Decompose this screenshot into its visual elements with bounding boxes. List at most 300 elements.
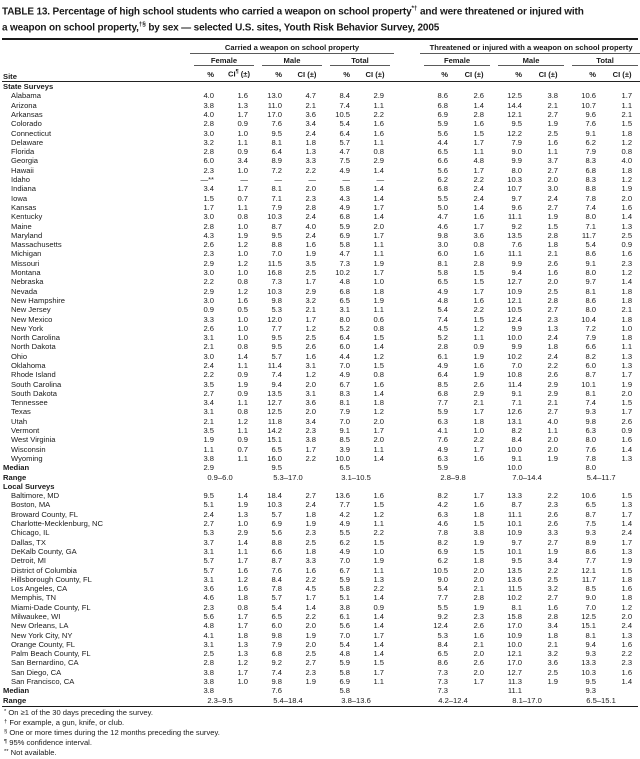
ci-value: 1.4 xyxy=(621,677,633,687)
footnote-marker: § xyxy=(4,728,8,735)
empty-cell xyxy=(220,686,258,695)
ci-value: 2.2 xyxy=(473,305,485,315)
percent-value: 14.4 xyxy=(507,100,523,110)
percent-value: 8.5 xyxy=(437,379,449,389)
ci-value: 2.0 xyxy=(473,649,485,659)
percent-value: 10.3 xyxy=(267,286,282,296)
ci-value: 3.5 xyxy=(305,258,316,268)
ci-value: 2.1 xyxy=(547,639,559,649)
footnote-text: On ≥1 of the 30 days preceding the survey. xyxy=(6,707,153,717)
ci-value: 1.8 xyxy=(621,333,633,343)
ci-value: 1.7 xyxy=(237,621,248,631)
ci-value: 1.6 xyxy=(621,202,633,212)
percent-value: 7.4 xyxy=(339,100,350,110)
footnote-text: One or more times during the 12 months preceding the survey. xyxy=(7,727,220,737)
ci-value: 2.5 xyxy=(305,537,316,547)
ci-header: CI (±) xyxy=(356,66,394,81)
ci-value: 1.7 xyxy=(373,667,385,677)
percent-value: 10.5 xyxy=(335,109,350,119)
percent-value: 12.1 xyxy=(581,565,597,575)
percent-value: 6.1 xyxy=(339,612,350,621)
percent-value: 8.3 xyxy=(585,175,597,185)
ci-value: 0.7 xyxy=(237,193,248,203)
ci-value: 1.1 xyxy=(237,453,248,463)
percent-value: 5.2 xyxy=(339,323,350,333)
ci-value: 3.3 xyxy=(305,156,316,166)
ci-value: 3.4 xyxy=(305,416,316,426)
percent-value: 11.4 xyxy=(507,379,523,389)
ci-value: 3.1 xyxy=(305,360,316,370)
percent-value: 9.0 xyxy=(511,147,523,157)
ci-value: 0.9 xyxy=(621,240,633,250)
percent-value: 7.1 xyxy=(585,221,597,231)
total-label: Total xyxy=(330,56,390,66)
ci-value: 1.7 xyxy=(237,184,248,194)
ci-value: 1.7 xyxy=(373,268,385,278)
percent-value: 16.0 xyxy=(267,453,282,463)
ci-value: 1.6 xyxy=(621,249,633,259)
percent-value: 9.7 xyxy=(585,277,597,287)
ci-value: 1.8 xyxy=(373,398,385,408)
ci-value: 1.9 xyxy=(473,370,485,380)
ci-value: 1.9 xyxy=(305,677,316,687)
ci-value: 2.7 xyxy=(547,407,559,417)
percent-value: 5.4 xyxy=(339,639,350,649)
threatened-group-header xyxy=(420,41,640,54)
percent-value: 3.8 xyxy=(203,453,214,463)
ci-value: 2.6 xyxy=(473,379,485,389)
ci-value: 1.3 xyxy=(621,221,633,231)
site-name: Charlotte-Mecklenburg, NC xyxy=(11,519,104,529)
percent-value: 10.3 xyxy=(267,500,282,510)
site-name: Nebraska xyxy=(11,277,44,287)
ci-value: 1.9 xyxy=(473,351,485,361)
column-gap xyxy=(394,194,420,203)
percent-value: 5.9 xyxy=(437,119,449,129)
site-name: Massachusetts xyxy=(11,240,62,250)
percent-value: 4.8 xyxy=(339,649,350,659)
percent-value: 7.7 xyxy=(271,323,282,333)
ci-value: 1.7 xyxy=(473,221,485,231)
median-value: 7.3 xyxy=(437,686,449,696)
male-label: Male xyxy=(262,56,322,66)
percent-value: 5.7 xyxy=(339,137,350,147)
ci-value: 1.8 xyxy=(305,546,316,556)
empty-cell xyxy=(528,463,568,472)
table-row xyxy=(2,203,640,212)
ci-value: 2.2 xyxy=(547,360,559,370)
column-gap xyxy=(394,129,420,138)
table-row xyxy=(2,417,640,426)
percent-value: 8.1 xyxy=(271,184,282,194)
site-name: Hillsborough County, FL xyxy=(11,574,92,584)
percent-value: 5.5 xyxy=(437,193,449,203)
range-value: 4.2–12.4 xyxy=(438,695,468,705)
column-gap xyxy=(394,342,420,351)
percent-value: 3.1 xyxy=(203,546,214,556)
ci-value: 1.6 xyxy=(473,500,485,510)
empty-cell xyxy=(288,463,326,472)
percent-value: 4.1 xyxy=(203,630,214,640)
ci-value: 1.5 xyxy=(621,491,633,501)
percent-value: 5.8 xyxy=(339,667,350,677)
percent-value: 7.6 xyxy=(585,119,597,129)
threatened-male-header xyxy=(494,54,568,66)
percent-value: 5.1 xyxy=(339,593,350,603)
percent-value: 3.1 xyxy=(203,333,214,343)
table-row xyxy=(2,324,640,333)
empty-cell xyxy=(602,686,640,695)
empty-cell xyxy=(288,686,326,695)
table-row xyxy=(2,119,640,128)
column-gap xyxy=(394,696,420,705)
percent-value: 10.1 xyxy=(507,519,523,529)
site-name: New Hampshire xyxy=(11,295,66,305)
ci-value: 3.6 xyxy=(547,658,559,668)
table-row xyxy=(2,156,640,165)
ci-value: 1.4 xyxy=(237,351,248,361)
site-name: Tennessee xyxy=(11,398,48,408)
ci-value: 1.1 xyxy=(373,519,385,529)
ci-value: 2.9 xyxy=(547,379,559,389)
percent-value: 5.4 xyxy=(437,305,449,315)
ci-value: 2.7 xyxy=(547,305,559,315)
percent-value: 5.6 xyxy=(271,528,282,538)
column-gap xyxy=(394,259,420,268)
percent-value: 4.6 xyxy=(437,221,449,231)
footnote-marker: ** xyxy=(4,748,9,755)
ci-value: 1.7 xyxy=(237,612,248,621)
ci-value: 1.6 xyxy=(237,295,248,305)
table-row xyxy=(2,305,640,314)
table-row xyxy=(2,361,640,370)
percent-value: 6.3 xyxy=(437,416,449,426)
percent-value: 8.3 xyxy=(339,388,350,398)
percent-value: 8.8 xyxy=(271,240,282,250)
percent-value: 10.1 xyxy=(507,546,523,556)
site-name: Maine xyxy=(11,221,32,231)
percent-value: 10.3 xyxy=(581,667,597,677)
percent-value: 10.0 xyxy=(507,639,523,649)
ci-value: 1.1 xyxy=(373,444,385,454)
ci-value: 1.2 xyxy=(621,268,633,278)
median-value: 9.5 xyxy=(271,463,282,473)
ci-value: 1.4 xyxy=(373,165,385,175)
table-row xyxy=(2,538,640,547)
ci-value: 1.7 xyxy=(237,667,248,677)
percent-value: 7.9 xyxy=(585,147,597,157)
female-label: Female xyxy=(424,56,490,66)
percent-value: 10.5 xyxy=(507,305,523,315)
ci-value: 1.1 xyxy=(373,137,385,147)
ci-value: 2.6 xyxy=(547,509,559,519)
ci-value: 4.0 xyxy=(621,156,633,166)
ci-value: 1.4 xyxy=(373,342,385,352)
ci-value: 1.7 xyxy=(473,677,485,687)
percent-value: 12.7 xyxy=(267,398,282,408)
percent-value: 7.0 xyxy=(271,249,282,259)
percent-value: 9.4 xyxy=(271,379,282,389)
ci-value: 2.8 xyxy=(305,202,316,212)
percent-value: 9.5 xyxy=(271,230,282,240)
column-gap xyxy=(394,91,420,100)
percent-value: 2.1 xyxy=(203,342,214,352)
percent-value: 12.5 xyxy=(507,91,523,101)
percent-value: 6.2 xyxy=(339,537,350,547)
table-row xyxy=(2,129,640,138)
percent-value: 2.1 xyxy=(203,416,214,426)
percent-value: 2.8 xyxy=(203,147,214,157)
percent-value: 11.5 xyxy=(507,584,523,594)
percent-value: 2.3 xyxy=(203,602,214,612)
empty-cell xyxy=(454,463,494,472)
ci-value: 1.5 xyxy=(621,119,633,129)
percent-value: 10.3 xyxy=(267,212,282,222)
ci-value: 1.4 xyxy=(373,453,385,463)
ci-value: 1.8 xyxy=(305,137,316,147)
ci-value: 1.8 xyxy=(621,593,633,603)
percent-value: 9.1 xyxy=(511,388,523,398)
percent-header: % xyxy=(190,66,220,81)
percent-value: 7.1 xyxy=(511,398,523,408)
site-name: Broward County, FL xyxy=(11,509,78,519)
empty-cell xyxy=(454,686,494,695)
ci-value: 1.9 xyxy=(305,630,316,640)
percent-value: 8.0 xyxy=(585,435,597,445)
ci-value: 2.2 xyxy=(305,453,316,463)
range-value: 2.3–9.5 xyxy=(207,695,233,705)
percent-value: 5.4 xyxy=(339,119,350,129)
ci-value: 2.8 xyxy=(473,258,485,268)
ci-value: 2.4 xyxy=(473,193,485,203)
table-row xyxy=(2,240,640,249)
site-name: Texas xyxy=(11,407,31,417)
ci-value: 2.0 xyxy=(305,639,316,649)
ci-value: 1.4 xyxy=(305,602,316,612)
percent-value: 4.9 xyxy=(437,444,449,454)
percent-value: 12.0 xyxy=(267,314,282,324)
ci-value: 1.2 xyxy=(621,175,633,185)
percent-value: 13.6 xyxy=(335,491,350,501)
ci-value: 3.4 xyxy=(547,621,559,631)
percent-value: 9.3 xyxy=(585,528,597,538)
percent-value: 3.8 xyxy=(203,100,214,110)
ci-value: 1.3 xyxy=(547,323,559,333)
percent-value: 5.7 xyxy=(203,565,214,575)
percent-value: 6.5 xyxy=(271,444,282,454)
range-row xyxy=(2,696,640,705)
ci-value: 1.1 xyxy=(473,147,485,157)
ci-value: 2.5 xyxy=(547,286,559,296)
ci-value: 1.8 xyxy=(547,240,559,250)
site-name: Florida xyxy=(11,147,35,157)
percent-value: 7.4 xyxy=(585,202,597,212)
percent-value: 12.1 xyxy=(507,649,523,659)
ci-value: 1.6 xyxy=(473,630,485,640)
percent-value: 7.0 xyxy=(339,360,350,370)
percent-value: 6.4 xyxy=(339,128,350,138)
table-row xyxy=(2,101,640,110)
percent-value: 5.1 xyxy=(203,500,214,510)
percent-value: 10.6 xyxy=(581,91,597,101)
title-text: and were threatened or injured with xyxy=(417,6,584,18)
ci-value: 2.0 xyxy=(305,621,316,631)
ci-value: 1.7 xyxy=(473,286,485,296)
percent-value: 5.6 xyxy=(203,612,214,621)
range-row xyxy=(2,473,640,482)
ci-value: 1.5 xyxy=(473,128,485,138)
ci-value: 2.4 xyxy=(547,193,559,203)
column-gap xyxy=(394,603,420,612)
ci-value: 1.3 xyxy=(373,574,385,584)
ci-value: 1.7 xyxy=(621,509,633,519)
ci-value: 2.6 xyxy=(473,91,485,101)
percent-value: 9.5 xyxy=(271,342,282,352)
percent-value: 5.9 xyxy=(339,574,350,584)
percent-value: 9.5 xyxy=(203,491,214,501)
percent-value: 8.3 xyxy=(585,156,597,166)
title-footnote-marker: *† xyxy=(411,5,418,12)
table-row xyxy=(2,287,640,296)
range-value: 5.3–17.0 xyxy=(273,472,303,482)
ci-value: 1.8 xyxy=(621,574,633,584)
ci-value: 2.3 xyxy=(621,258,633,268)
percent-value: 5.8 xyxy=(339,184,350,194)
percent-value: 8.7 xyxy=(585,509,597,519)
percent-value: 9.3 xyxy=(585,649,597,659)
ci-value: 2.2 xyxy=(473,435,485,445)
ci-value: 3.8 xyxy=(305,435,316,445)
percent-value: 7.8 xyxy=(585,193,597,203)
ci-value: 1.8 xyxy=(473,556,485,566)
percent-value: 7.4 xyxy=(585,398,597,408)
ci-value: 1.1 xyxy=(237,360,248,370)
ci-value: 1.6 xyxy=(547,137,559,147)
ci-value: 2.3 xyxy=(547,500,559,510)
ci-value: 3.0 xyxy=(547,184,559,194)
ci-value: 2.5 xyxy=(305,649,316,659)
ci-value: 2.1 xyxy=(621,305,633,315)
ci-value: 1.8 xyxy=(621,128,633,138)
percent-value: 6.2 xyxy=(437,556,449,566)
percent-value: 10.6 xyxy=(581,491,597,501)
percent-value: 5.6 xyxy=(437,128,449,138)
table-row xyxy=(2,593,640,602)
percent-value: 7.3 xyxy=(271,277,282,287)
ci-value: 1.5 xyxy=(547,221,559,231)
percent-value: 8.5 xyxy=(585,584,597,594)
site-name: New Jersey xyxy=(11,305,51,315)
ci-value: 1.9 xyxy=(373,258,385,268)
table-row xyxy=(2,398,640,407)
ci-value: 1.7 xyxy=(305,314,316,324)
site-name: Kentucky xyxy=(11,212,43,222)
percent-value: 7.4 xyxy=(271,370,282,380)
percent-value: 6.4 xyxy=(339,333,350,343)
table-row xyxy=(2,603,640,612)
table-row xyxy=(2,426,640,435)
percent-value: 10.0 xyxy=(507,444,523,454)
site-name: Arizona xyxy=(11,100,37,110)
ci-value: 2.9 xyxy=(373,156,385,166)
ci-value: 1.5 xyxy=(473,519,485,529)
ci-value: 1.6 xyxy=(621,667,633,677)
ci-value: 1.0 xyxy=(237,323,248,333)
column-gap xyxy=(394,147,420,156)
median-value: 7.6 xyxy=(271,686,282,696)
percent-value: 6.3 xyxy=(437,509,449,519)
ci-value: 1.3 xyxy=(305,147,316,157)
percent-value: 12.1 xyxy=(507,109,523,119)
ci-value: 2.9 xyxy=(473,388,485,398)
table-row xyxy=(2,389,640,398)
percent-value: 13.5 xyxy=(267,388,282,398)
table-row xyxy=(2,640,640,649)
title-text: by sex — selected U.S. sites, Youth Risk Behavior Survey, 2005 xyxy=(145,22,440,34)
ci-value: 3.6 xyxy=(305,398,316,408)
percent-value: 6.8 xyxy=(339,286,350,296)
empty-cell xyxy=(356,686,394,695)
table-row xyxy=(2,277,640,286)
ci-value: 2.5 xyxy=(547,667,559,677)
percent-value: 9.5 xyxy=(271,128,282,138)
table-row xyxy=(2,575,640,584)
column-gap xyxy=(394,315,420,324)
empty-cell xyxy=(528,686,568,695)
ci-value: 1.4 xyxy=(373,388,385,398)
median-value: 5.9 xyxy=(437,463,449,473)
table-row xyxy=(2,677,640,686)
ci-value: 2.3 xyxy=(547,314,559,324)
group-header-row xyxy=(2,41,640,54)
ci-value: 2.2 xyxy=(305,612,316,621)
percent-value: — xyxy=(274,175,282,185)
ci-label: CI xyxy=(228,69,236,79)
ci-value: 0.8 xyxy=(621,147,633,157)
percent-value: 7.8 xyxy=(271,584,282,594)
table-row xyxy=(2,491,640,500)
table-row xyxy=(2,407,640,416)
site-name: Kansas xyxy=(11,202,37,212)
site-name: Milwaukee, WI xyxy=(11,612,61,621)
percent-value: 2.2 xyxy=(203,370,214,380)
column-gap xyxy=(394,119,420,128)
site-name: Vermont xyxy=(11,426,40,436)
ci-value: 1.8 xyxy=(547,630,559,640)
ci-value: 1.7 xyxy=(373,426,385,436)
percent-value: 4.9 xyxy=(339,202,350,212)
ci-value: 1.3 xyxy=(621,360,633,370)
carried-group-label: Carried a weapon on school property xyxy=(190,43,394,54)
percent-value: 6.0 xyxy=(203,156,214,166)
ci-value: 2.0 xyxy=(547,444,559,454)
site-header-label: Site xyxy=(3,71,17,81)
ci-value: 1.2 xyxy=(373,351,385,361)
ci-value: 1.6 xyxy=(547,602,559,612)
percent-value: 8.1 xyxy=(511,602,523,612)
median-value: 2.9 xyxy=(203,463,214,473)
percent-value: 3.2 xyxy=(203,137,214,147)
ci-value: 1.7 xyxy=(621,407,633,417)
ci-value: 1.4 xyxy=(621,444,633,454)
percent-value: 6.0 xyxy=(271,621,282,631)
percent-value: 7.3 xyxy=(437,667,449,677)
ci-value: 1.3 xyxy=(621,351,633,361)
percent-value: 6.8 xyxy=(437,100,449,110)
percent-value: 17.0 xyxy=(507,621,523,631)
median-value: 3.8 xyxy=(203,686,214,696)
ci-value: 0.8 xyxy=(237,212,248,222)
